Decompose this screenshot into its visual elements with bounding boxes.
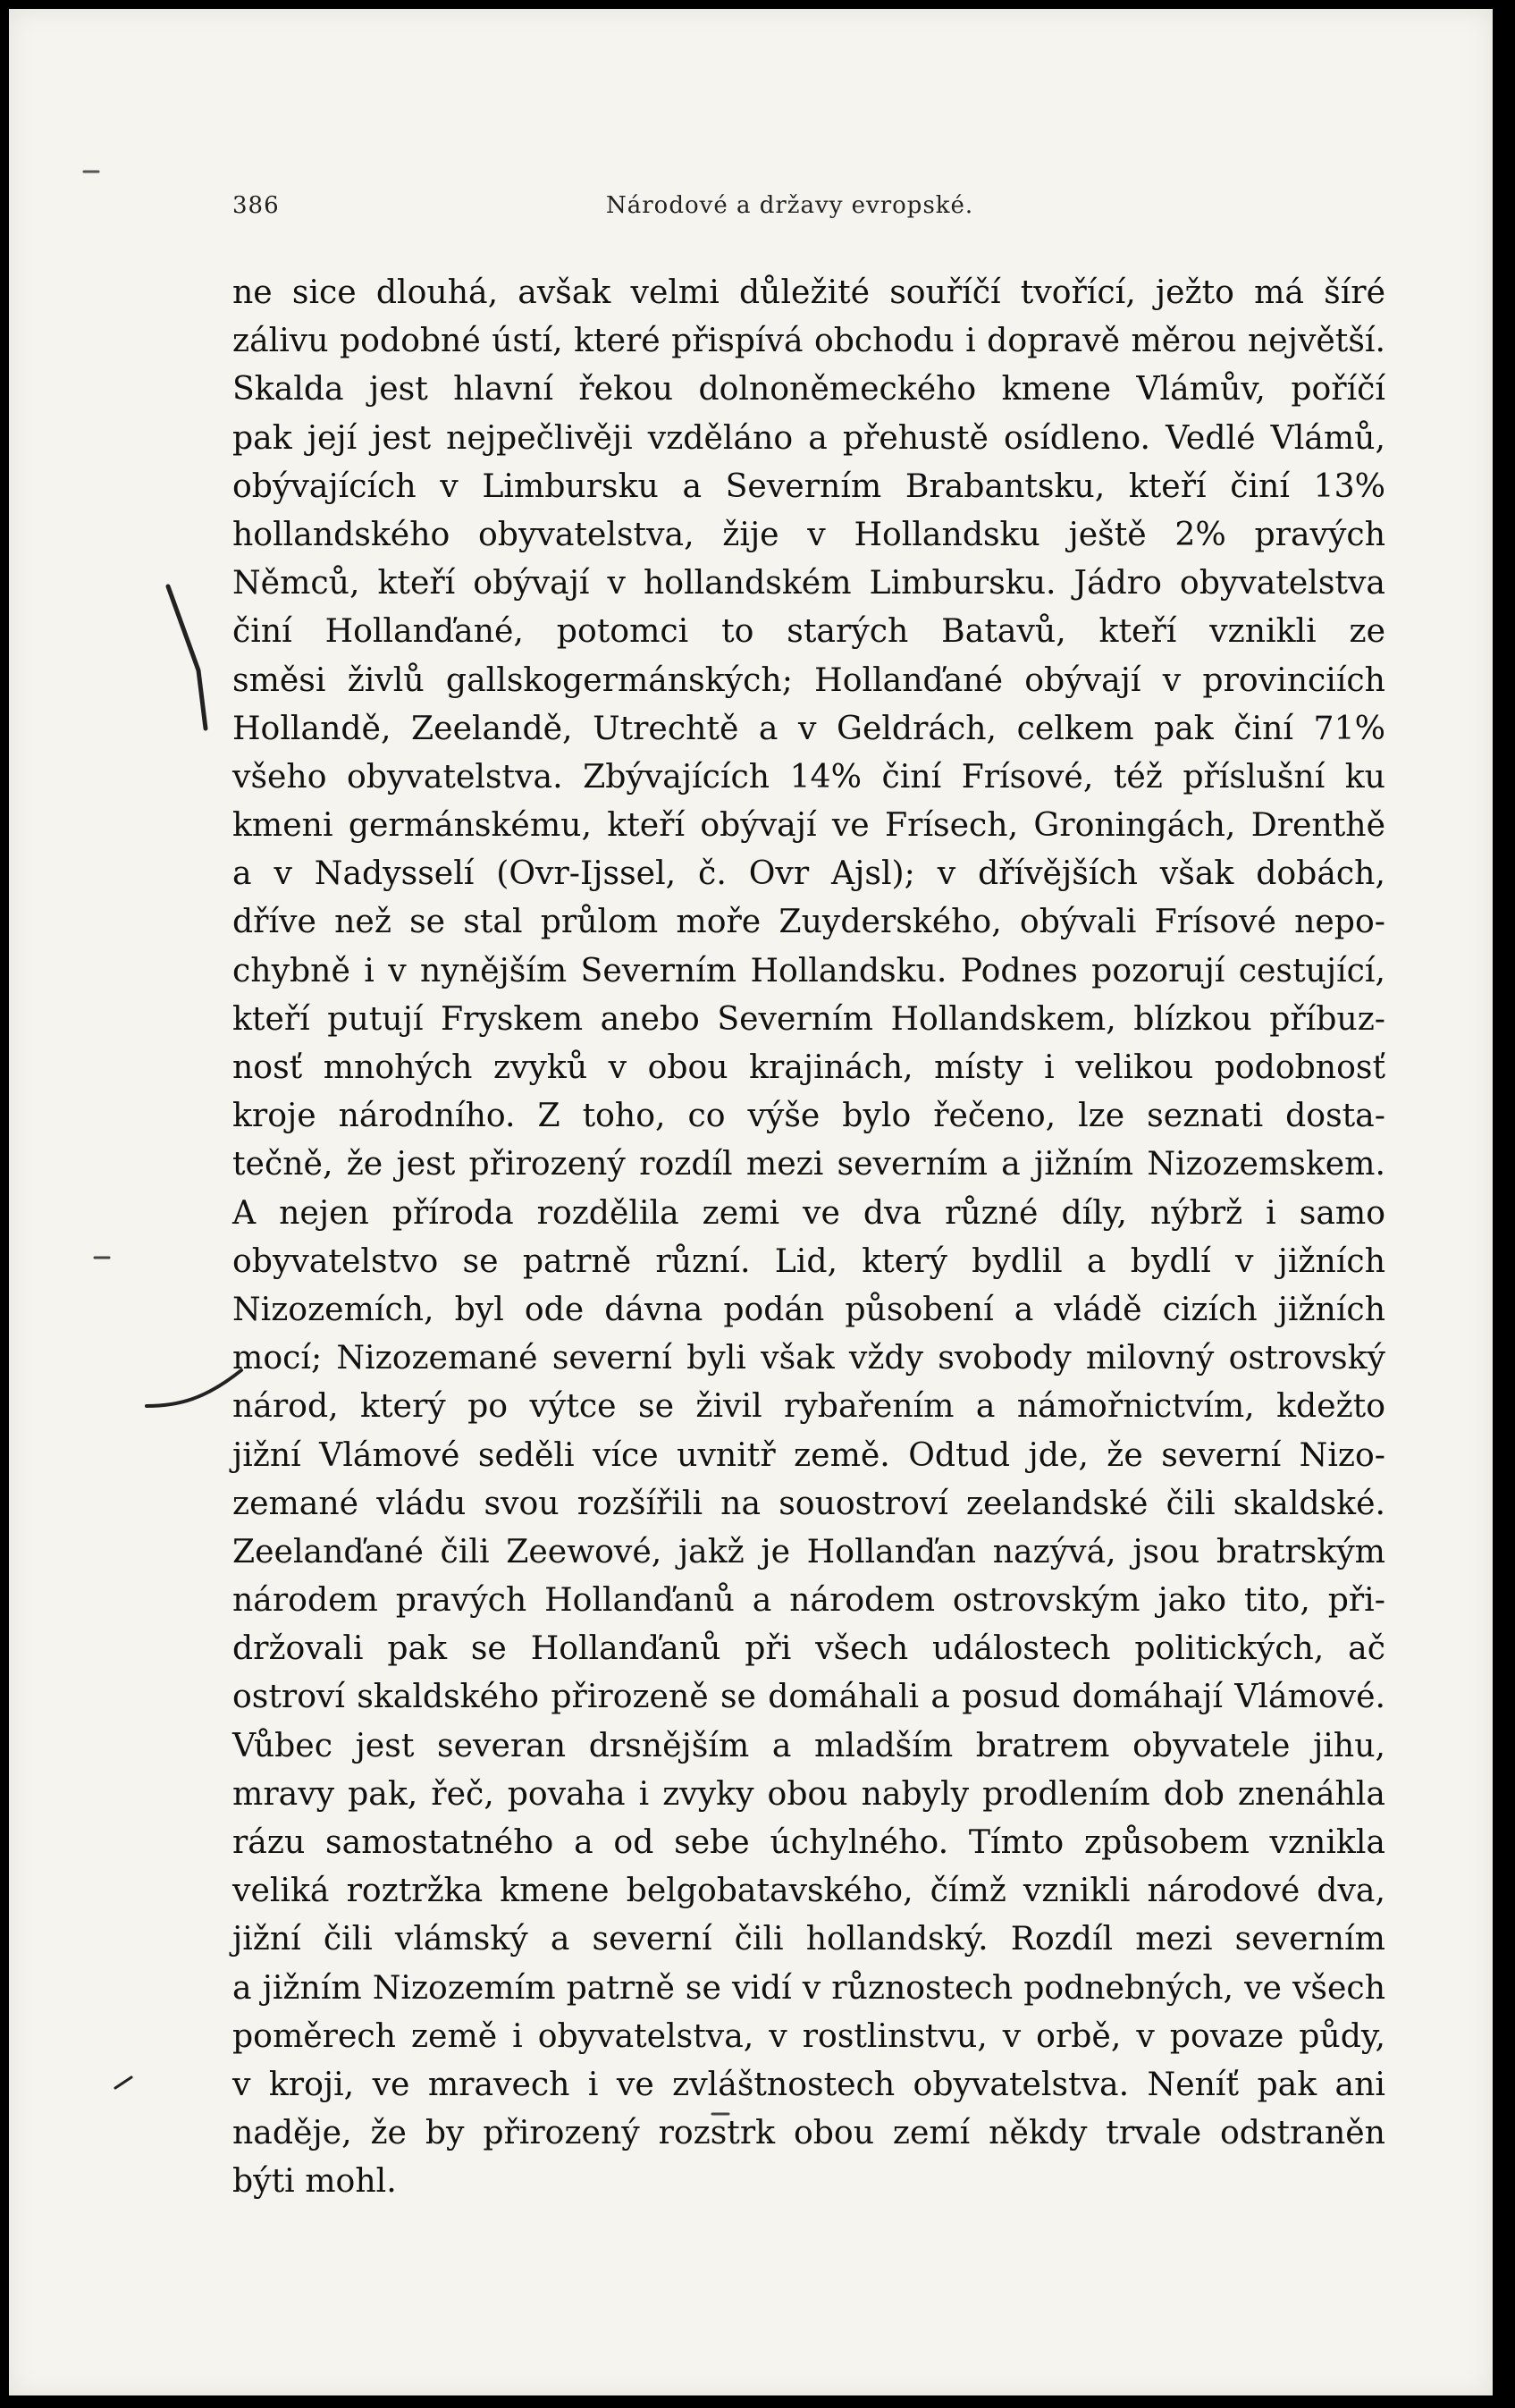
text-line: směsi živlů gallskogermánských; Hollanďané obývají v provinciích — [232, 660, 1385, 699]
text-line: poměrech země i obyvatelstva, v rostlinstvu, v orbě, v povaze půdy, — [232, 2016, 1385, 2055]
text-line: hollandského obyvatelstva, žije v Hollandsku ještě 2% pravých — [232, 514, 1385, 553]
text-line: ne sice dlouhá, avšak velmi důležité souříčí tvořící, ježto má šíré — [232, 273, 1385, 311]
text-line: Hollandě, Zeelandě, Utrechtě a v Geldrách, celkem pak činí 71% — [232, 708, 1385, 747]
text-line: kteří putují Fryskem anebo Severním Hollandskem, blízkou příbuz- — [232, 998, 1385, 1038]
text-line: a v Nadysselí (Ovr-Ijssel, č. Ovr Ajsl); v dřívějších však dobách, — [232, 854, 1385, 893]
text-line: Nizozemích, byl ode dávna podán působení a vládě cizích jižních — [232, 1289, 1385, 1328]
text-line: jižní čili vlámský a severní čili hollandský. Rozdíl mezi severním — [232, 1919, 1385, 1958]
margin-pencil-stroke-icon — [161, 581, 215, 733]
margin-dash-icon — [80, 165, 107, 178]
text-line: rázu samostatného a od sebe úchylného. Tímto způsobem vznikla — [232, 1823, 1385, 1861]
text-line: zemané vládu svou rozšířili na souostroví zeelandské čili skaldské. — [232, 1483, 1385, 1522]
text-line: v kroji, ve mravech i ve zvláštnostech obyvatelstva. Neníť pak ani — [232, 2064, 1385, 2103]
text-line: dříve než se stal průlom moře Zuyderského, obývali Frísové nepo- — [232, 902, 1385, 941]
text-line: chybně i v nynějším Severním Hollandsku. Podnes pozorují cestující, — [232, 950, 1385, 989]
text-line: pak její jest nejpečlivěji vzděláno a přehustě osídleno. Vedlé Vlámů, — [232, 417, 1385, 457]
text-line: naděje, že by přirozený rozstrk obou zemí někdy trvale odstraněn — [232, 2113, 1385, 2152]
text-line: obyvatelstvo se patrně různí. Lid, který bydlil a bydlí v jižních — [232, 1241, 1385, 1280]
running-title: Národové a državy evropské. — [606, 192, 974, 219]
margin-tick-icon — [112, 2074, 139, 2092]
text-line: tečně, že jest přirozený rozdíl mezi severním a jižním Nizozemskem. — [232, 1144, 1385, 1183]
text-line: Skalda jest hlavní řekou dolnoněmeckého kmene Vlámův, poříčí — [232, 369, 1385, 408]
text-line: činí Hollanďané, potomci to starých Batavů, kteří vznikli ze — [232, 611, 1385, 651]
text-line: Zeelanďané čili Zeewové, jakž je Hollanďan nazývá, jsou bratrským — [232, 1531, 1385, 1570]
text-line: kroje národního. Z toho, co výše bylo řečeno, lze seznati dosta- — [232, 1096, 1385, 1135]
text-line: Vůbec jest severan drsnějším a mladším bratrem obyvatele jihu, — [232, 1725, 1385, 1764]
bottom-dash-icon — [709, 2108, 736, 2120]
text-line: A nejen příroda rozdělila zemi ve dva různé díly, nýbrž i samo — [232, 1192, 1385, 1232]
text-line: zálivu podobné ústí, které přispívá obchodu i dopravě měrou největší. — [232, 321, 1385, 360]
text-line: veliká roztržka kmene belgobatavského, čímž vznikli národové dva, — [232, 1871, 1385, 1910]
text-line: kmeni germánskému, kteří obývají ve Frísech, Groningách, Drenthě — [232, 805, 1385, 845]
text-line: držovali pak se Hollanďanů při všech událostech politických, ač — [232, 1629, 1385, 1668]
body-text — [232, 268, 1385, 2206]
text-line: mocí; Nizozemané severní byli však vždy svobody milovný ostrovský — [232, 1338, 1385, 1377]
margin-pointer-stroke-icon — [143, 1363, 246, 1417]
margin-dash-icon — [91, 1251, 118, 1264]
text-line: národem pravých Hollanďanů a národem ostrovským jako tito, při- — [232, 1580, 1385, 1620]
text-line: všeho obyvatelstva. Zbývajících 14% činí Frísové, též příslušní ku — [232, 756, 1385, 796]
text-line: ostroví skaldského přirozeně se domáhali a posud domáhají Vlámové. — [232, 1677, 1385, 1716]
text-line: nosť mnohých zvyků v obou krajinách, místy i velikou podobnosť — [232, 1048, 1385, 1086]
text-line: Němců, kteří obývají v hollandském Limbursku. Jádro obyvatelstva — [232, 563, 1385, 602]
text-line: býti mohl. — [232, 2161, 397, 2201]
text-line: jižní Vlámové seděli více uvnitř země. Odtud jde, že severní Nizo- — [232, 1435, 1385, 1474]
page-sheet — [9, 9, 1493, 2395]
page-number: 386 — [232, 192, 280, 219]
text-line: obývajících v Limbursku a Severním Brabantsku, kteří činí 13% — [232, 466, 1385, 505]
text-line: a jižním Nizozemím patrně se vidí v různostech podnebných, ve všech — [232, 1967, 1385, 2007]
text-line: mravy pak, řeč, povaha i zvyky obou nabyly prodlením dob znenáhla — [232, 1773, 1385, 1813]
text-line: národ, který po výtce se živil rybařením a námořnictvím, kdežto — [232, 1386, 1385, 1426]
